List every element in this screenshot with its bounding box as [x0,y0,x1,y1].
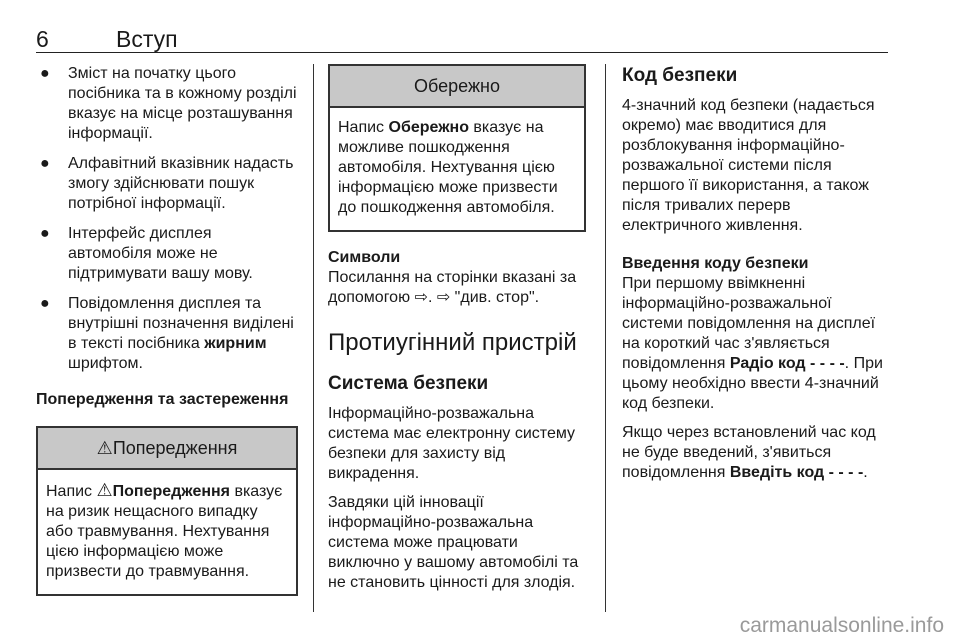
paragraph: При першому ввімкненні інформаційно-розважальної системи повідомлення на дисплеї на короткий час з'являється повідомлення Радіо код - - - -. При цьому необхідно ввести 4-значний код безпеки. [622,275,883,412]
page-number: 6 [36,26,49,52]
subsection-title: Система безпеки [328,373,489,394]
paragraph: Завдяки цій інновації інформаційно-розважальна система може працювати виключно у вашому автомобілі та не становить цінності для злодія. [328,494,579,591]
warning-triangle-icon: ⚠ [96,438,113,458]
section-title: Протиугінний пристрій [328,329,577,356]
enter-code-heading: Введення коду безпеки [622,255,809,272]
list-item: ● Інтерфейс дисплея автомобіля може не підтримувати вашу мову. [40,225,253,282]
page-header [36,26,888,53]
paragraph: Інформаційно-розважальна система має електронну систему безпеки для захисту від викрадення. [328,405,576,482]
warning-box-text: Напис ⚠Попередження вказує на ризик нещасного випадку або травмування. Нехтування цією інформацією може призвести до травмування. [46,480,283,580]
column-left [36,64,298,596]
page-title: Вступ [116,26,178,52]
symbols-heading: Символи [328,249,401,266]
list-item: ● Зміст на початку цього посібника та в кожному розділі вказує на місце розташування інформації. [40,65,297,142]
column-divider [605,64,606,612]
paragraph: Якщо через встановлений час код не буде введений, з'явиться повідомлення Введіть код - - - -. [622,424,876,481]
symbols-text: Посилання на сторінки вказані за допомогою ⇨. ⇨ "див. стор". [328,269,577,306]
paragraph: 4-значний код безпеки (надається окремо) має вводитися для розблокування інформаційно-розважальної системи після першого її використання, а також після тривалих перерв електричного живлення. [622,97,875,234]
bullet-list [36,64,298,374]
watermark: carmanualsonline.info [739,614,944,637]
column-divider [313,64,314,612]
bullet-icon: ● [40,225,50,242]
list-item: ● Алфавітний вказівник надасть змогу здійснювати пошук потрібної інформації. [40,155,294,212]
warning-box [36,426,298,596]
list-item: ● Повідомлення дисплея та внутрішні позначення виділені в тексті посібника жирним шрифтом. [40,295,294,372]
caution-box [328,64,586,232]
security-code-heading: Код безпеки [622,65,738,86]
warning-box-title: ⚠Попередження [38,428,296,470]
warnings-heading: Попередження та застереження [36,391,289,408]
page-reference-arrow-icon: ⇨ [436,289,451,306]
bullet-icon: ● [40,65,50,82]
column-middle [328,64,586,593]
page-reference-arrow-icon: ⇨ [414,289,428,306]
caution-box-title: Обережно [330,66,584,108]
bullet-icon: ● [40,295,50,312]
bullet-icon: ● [40,155,50,172]
caution-box-text: Напис Обережно вказує на можливе пошкодження автомобіля. Нехтування цією інформацією може призвести до пошкодження автомобіля. [338,119,558,216]
warning-triangle-icon: ⚠ [96,480,113,500]
column-right [622,64,888,483]
